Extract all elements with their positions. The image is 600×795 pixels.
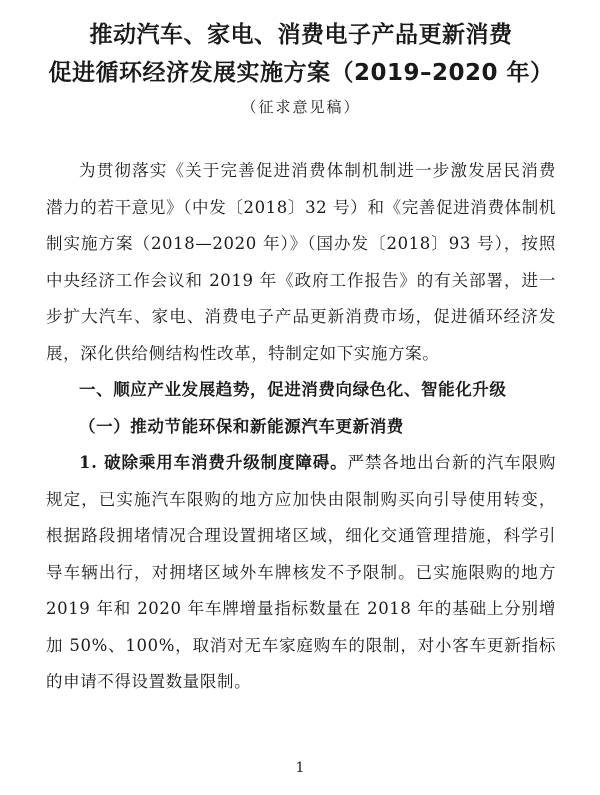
item-1-lead: 1. 破除乘用车消费升级制度障碍。 (79, 453, 348, 472)
section-heading-1: 一、顺应产业发展趋势，促进消费向绿色化、智能化升级 (79, 380, 507, 399)
item-paragraph-1 (46, 445, 556, 701)
subsection-heading-1: （一）推动节能环保和新能源汽车更新消费 (79, 416, 404, 436)
title-line-2: 促进循环经济发展实施方案（2019–2020 年） (48, 60, 554, 86)
page-number: 1 (295, 760, 305, 776)
intro-paragraph: 为贯彻落实《关于完善促进消费体制机制进一步激发居民消费潜力的若干意见》（中发〔2018〕32 号）和《完善促进消费体制机制实施方案（2018—2020 年）》（国办发〔2018〕93 号），按照中央经济工作会议和 2019 年《政府工作报告》的有关部署，进一步扩大汽车、家电、消费电子产品更新消费市场，促进循环经济发展，深化供给侧结构性改革，特制定如下实施方案。 (46, 161, 556, 363)
document-body (46, 153, 556, 701)
title-line-1: 推动汽车、家电、消费电子产品更新消费 (89, 22, 513, 48)
document-title (46, 0, 556, 92)
document-subtitle: （征求意见稿） (241, 98, 361, 116)
item-1-text: 严禁各地出台新的汽车限购规定，已实施汽车限购的地方应加快由限制购买向引导使用转变，根据路段拥堵情况合理设置拥堵区域，细化交通管理措施，科学引导车辆出行，对拥堵区域外车牌核发不予限制。已实施限购的地方 2019 年和 2020 年车牌增量指标数量在 2018 年的基础上分别增加 50%、100%，取消对无车家庭购车的限制，对小客车更新指标的申请不得设置数量限制。 (46, 453, 557, 691)
